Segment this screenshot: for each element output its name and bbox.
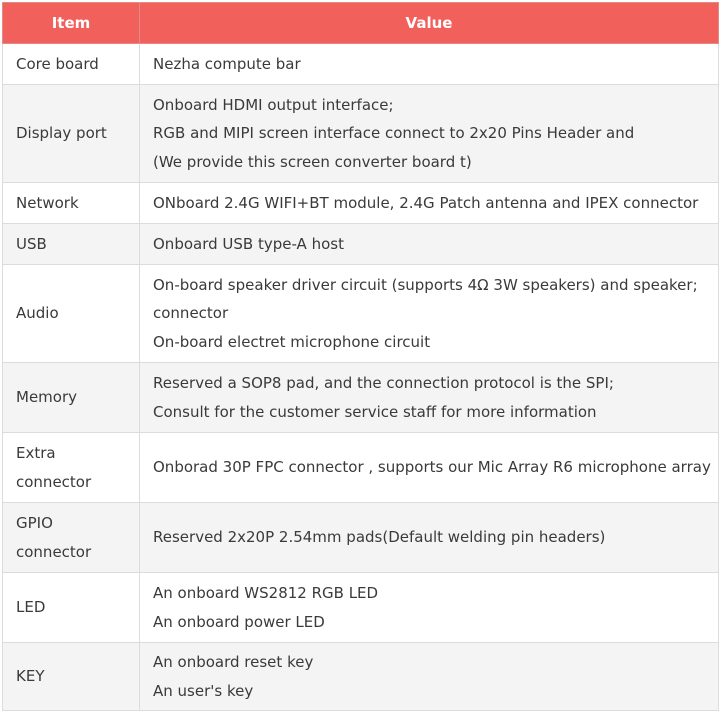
- value-cell: [140, 503, 719, 573]
- cell-line: Consult for the customer service staff for more information: [153, 402, 597, 421]
- cell-line: RGB and MIPI screen interface connect to 2x20 Pins Header and: [153, 124, 635, 143]
- table-row: [3, 85, 719, 183]
- table-row: [3, 183, 719, 224]
- table-row: [3, 224, 719, 265]
- value-cell: [140, 433, 719, 503]
- value-cell: [140, 85, 719, 183]
- item-cell: [3, 85, 140, 183]
- value-cell: [140, 183, 719, 224]
- item-cell: [3, 433, 140, 503]
- value-cell: [140, 44, 719, 85]
- item-cell: [3, 44, 140, 85]
- cell-line: Network: [16, 193, 79, 212]
- cell-line: Memory: [16, 388, 78, 407]
- cell-line: connector: [153, 304, 229, 323]
- value-cell: [140, 643, 719, 711]
- cell-line: An onboard reset key: [153, 653, 314, 671]
- cell-line: GPIO: [16, 514, 53, 532]
- item-cell: [3, 224, 140, 265]
- cell-line: Reserved 2x20P 2.54mm pads(Default welding pin headers): [153, 528, 606, 547]
- cell-line: USB: [16, 234, 47, 253]
- header-value: Value: [140, 3, 719, 44]
- table-row: [3, 643, 719, 711]
- cell-line: On-board speaker driver circuit (supports 4Ω 3W speakers) and speaker;: [153, 275, 698, 294]
- cell-line: On-board electret microphone circuit: [153, 332, 431, 351]
- cell-line: An onboard power LED: [153, 612, 325, 631]
- item-cell: [3, 265, 140, 363]
- cell-line: Extra: [16, 444, 56, 462]
- cell-line: Reserved a SOP8 pad, and the connection protocol is the SPI;: [153, 374, 614, 392]
- cell-line: Onborad 30P FPC connector , supports our Mic Array R6 microphone array: [153, 458, 711, 477]
- cell-line: ONboard 2.4G WIFI+BT module, 2.4G Patch antenna and IPEX connector: [153, 193, 699, 212]
- item-cell: [3, 573, 140, 643]
- item-cell: [3, 183, 140, 224]
- cell-line: connector: [16, 472, 92, 491]
- table-row: [3, 503, 719, 573]
- cell-line: Onboard USB type-A host: [153, 234, 344, 253]
- table-row: [3, 363, 719, 433]
- value-cell: [140, 573, 719, 643]
- cell-line: Display port: [16, 124, 107, 143]
- header-row: [3, 3, 719, 44]
- item-cell: [3, 363, 140, 433]
- cell-line: KEY: [16, 667, 45, 686]
- value-cell: [140, 265, 719, 363]
- value-cell: [140, 224, 719, 265]
- table-row: [3, 44, 719, 85]
- cell-line: Core board: [16, 54, 99, 73]
- cell-line: LED: [16, 598, 46, 617]
- cell-line: connector: [16, 542, 92, 561]
- cell-line: Onboard HDMI output interface;: [153, 95, 394, 114]
- cell-line: An onboard WS2812 RGB LED: [153, 584, 379, 602]
- header-item: Item: [3, 3, 140, 44]
- cell-line: Nezha compute bar: [153, 54, 301, 73]
- table-row: [3, 265, 719, 363]
- table-row: [3, 573, 719, 643]
- value-cell: [140, 363, 719, 433]
- spec-table: [2, 2, 719, 711]
- table-row: [3, 433, 719, 503]
- item-cell: [3, 643, 140, 711]
- cell-line: An user's key: [153, 681, 254, 700]
- item-cell: [3, 503, 140, 573]
- cell-line: Audio: [16, 304, 59, 323]
- cell-line: (We provide this screen converter board t): [153, 152, 472, 171]
